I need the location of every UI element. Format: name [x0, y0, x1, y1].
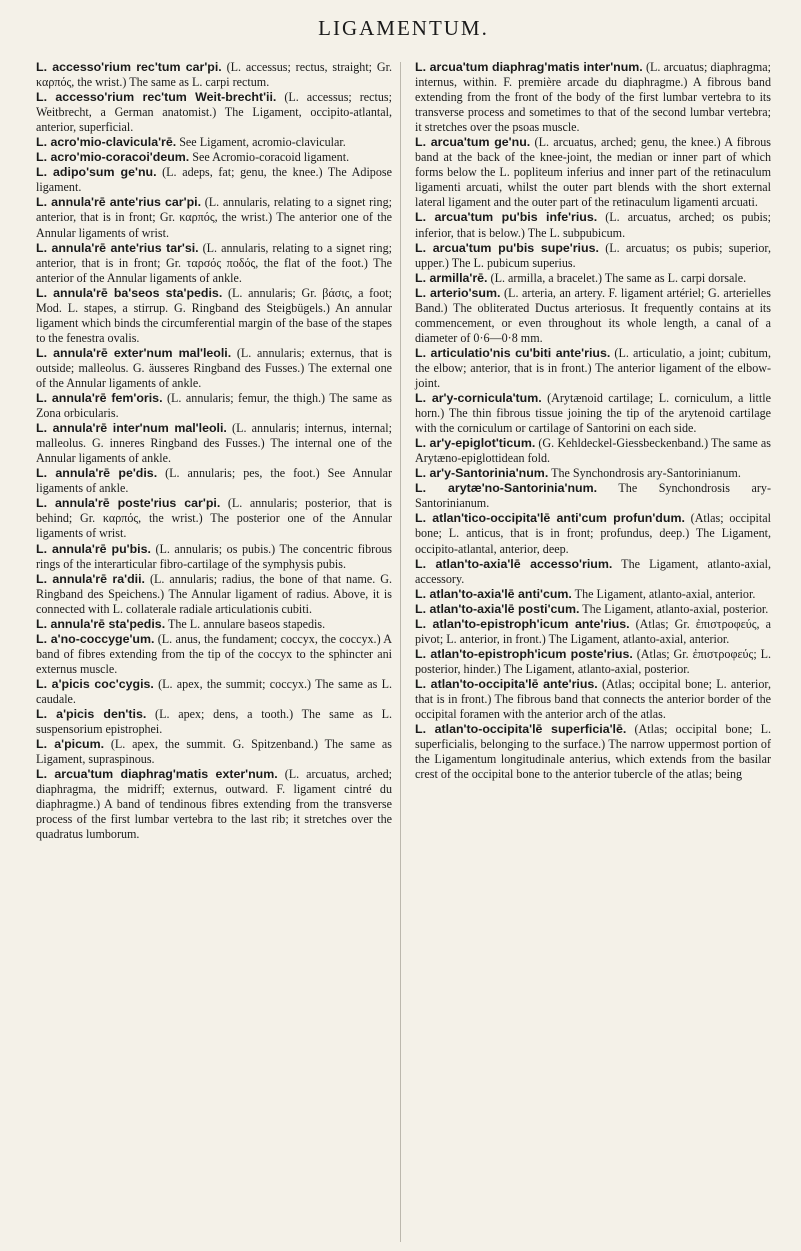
entry-headword: L. adipo'sum ge'nu.	[36, 165, 157, 180]
entry-headword: L. arterio'sum.	[415, 285, 501, 300]
dictionary-entry	[415, 647, 771, 677]
entry-headword: L. atlan'tico-occipita'lē anti'cum profun'dum.	[415, 511, 685, 526]
entry-headword: L. atlan'to-epistroph'icum ante'rius.	[415, 616, 630, 631]
dictionary-entry	[415, 602, 771, 617]
entry-definition: (L. accessus; rectus; Weitbrecht, a German anatomist.) The Ligament, occipito-atlantal, anterior, superficial.	[36, 90, 392, 135]
entry-definition: (L. arcuatus, arched; diaphragma, the midriff; externus, outward. F. ligament cintré du diaphragme.) A band of tendinous fibres extending from the transverse process of the first lumbar vertebra to the last rib; it stretches over the quadratus lumborum.	[36, 767, 392, 842]
entry-headword: L. arcua'tum diaphrag'matis exter'num.	[36, 767, 278, 782]
entry-definition: See Ligament, acromio-clavicular.	[176, 135, 346, 150]
entry-headword: L. a'picum.	[36, 737, 105, 752]
entry-definition: (L. arcuatus; diaphragma; internus, within. F. première arcade du diaphragme.) A fibrous band extending from the front of the body of the first lumbar vertebra to its transverse process and sometimes to that of the second lumbar vertebra; it stretches over the psoas muscle.	[415, 60, 772, 135]
dictionary-entry	[415, 135, 771, 210]
entry-definition: (L. annularis; internus, internal; malleolus. G. inneres Ringband des Fusses.) The internal one of the Annular ligaments of ankle.	[36, 421, 392, 466]
entry-definition: (Atlas; occipital bone; L. superficialis, belonging to the surface.) The narrow uppermost portion of the Ligamentum longitudinale anterius, which extends from the basilar crest of the occipital bone to the anterior tubercle of the atlas; being	[415, 722, 771, 782]
dictionary-entry	[36, 542, 392, 572]
dictionary-entry	[415, 466, 771, 481]
entry-definition: (Atlas; Gr. ἐπιστροφεύς, a pivot; L. anterior, in front.) The Ligament, atlanto-axial, anterior.	[415, 616, 771, 646]
entry-definition: (L. apex, the summit; coccyx.) The same as L. caudale.	[36, 676, 392, 706]
entry-headword: L. annula'rē inter'num mal'leoli.	[36, 421, 227, 436]
dictionary-entry	[36, 391, 392, 421]
entry-headword: L. acro'mio-clavicula'rē.	[36, 135, 177, 150]
dictionary-entry	[36, 496, 392, 541]
column-right	[415, 60, 771, 842]
entry-definition: (L. arcuatus; os pubis; superior, upper.) The L. pubicum superius.	[415, 240, 771, 270]
dictionary-entry	[415, 346, 771, 391]
entry-headword: L. annula'rē exter'num mal'leoli.	[36, 345, 232, 360]
entry-headword: L. atlan'to-axia'lē posti'cum.	[415, 601, 580, 616]
entry-definition: (L. annularis; radius, the bone of that name. G. Ringband des Speichens.) The Annular ligament of radius. Above, it is connected with L. collaterale radiale articulationis cubiti.	[36, 571, 392, 616]
dictionary-entry	[36, 767, 392, 842]
entry-definition: (Atlas; occipital bone; L. anterior, that is in front.) The fibrous band that connects the anterior border of the occipital foramen with the anterior arch of the atlas.	[415, 676, 772, 722]
entry-headword: L. atlan'to-occipita'lē superficia'lē.	[415, 722, 627, 737]
dictionary-entry	[415, 557, 771, 587]
entry-definition: (L. accessus; rectus, straight; Gr. καρπός, the wrist.) The same as L. carpi rectum.	[36, 60, 392, 90]
entry-definition: (L. annularis; Gr. βάσις, a foot; Mod. L. stapes, a stirrup. G. Ringband des Steigbügels.) An annular ligament which binds the circumferential margin of the base of the stapes to the fenestra ovalis.	[36, 285, 392, 345]
entry-headword: L. arcua'tum diaphrag'matis inter'num.	[415, 60, 643, 74]
dictionary-entry	[36, 241, 392, 286]
dictionary-entry	[415, 271, 771, 286]
entry-definition: The Ligament, atlanto-axial, anterior.	[571, 586, 756, 601]
entry-definition: (L. annularis; femur, the thigh.) The same as Zona orbicularis.	[36, 391, 392, 421]
dictionary-entry	[415, 481, 771, 511]
entry-headword: L. annula'rē ante'rius tar'si.	[36, 240, 199, 255]
dictionary-entry	[415, 617, 771, 647]
entry-definition: (L. arcuatus, arched; os pubis; inferior, that is below.) The L. subpubicum.	[415, 210, 771, 240]
entry-headword: L. articulatio'nis cu'biti ante'rius.	[415, 345, 611, 360]
dictionary-entry	[415, 210, 771, 240]
column-divider	[400, 62, 401, 1242]
entry-definition: The L. annulare baseos stapedis.	[165, 616, 326, 631]
entry-definition: (L. apex; dens, a tooth.) The same as L. suspensorium epistrophei.	[36, 707, 392, 737]
dictionary-entry	[36, 60, 392, 90]
entry-headword: L. annula'rē ba'seos sta'pedis.	[36, 285, 223, 300]
entry-definition: The Synchondrosis ary-Santorinianum.	[548, 466, 741, 481]
entry-headword: L. accesso'rium rec'tum Weit-brecht'ii.	[36, 90, 277, 105]
dictionary-entry	[36, 150, 392, 165]
entry-definition: (L. adeps, fat; genu, the knee.) The Adipose ligament.	[36, 165, 392, 195]
entry-headword: L. a'picis coc'cygis.	[36, 676, 154, 691]
entry-headword: L. arytæ'no-Santorinia'num.	[415, 481, 598, 496]
dictionary-entry	[36, 286, 392, 346]
entry-definition: (L. apex, the summit. G. Spitzenband.) The same as Ligament, supraspinous.	[36, 737, 392, 767]
entry-definition: The Synchondrosis ary-Santorinianum.	[415, 481, 771, 511]
entry-definition: (L. annularis; pes, the foot.) See Annular ligaments of ankle.	[36, 466, 392, 496]
entry-definition: (L. arcuatus, arched; genu, the knee.) A fibrous band at the back of the knee-joint, the median or inner part of which forms below the L. popliteum inferius and inner part of the retinaculum ligamenti arcuati, whilst the outer part blends with the short external lateral ligament and the outer part of the retinaculum ligamenti arcuati.	[415, 135, 772, 210]
columns	[36, 60, 771, 842]
dictionary-entry	[36, 677, 392, 707]
entry-headword: L. annula'rē ante'rius car'pi.	[36, 195, 202, 210]
dictionary-entry	[36, 572, 392, 617]
dictionary-entry	[36, 632, 392, 677]
entry-definition: (L. annularis, relating to a signet ring; anterior, that is in front; Gr. καρπός, the wrist.) The anterior one of the Annular ligaments of wrist.	[36, 195, 392, 240]
dictionary-entry	[415, 241, 771, 271]
dictionary-entry	[36, 707, 392, 737]
entry-headword: L. accesso'rium rec'tum car'pi.	[36, 60, 222, 74]
entry-definition: See Acromio-coracoid ligament.	[189, 150, 350, 165]
entry-headword: L. arcua'tum pu'bis supe'rius.	[415, 240, 599, 255]
dictionary-entry	[415, 722, 771, 782]
entry-definition: (L. annularis; posterior, that is behind; Gr. καρπός, the wrist.) The posterior one of the Annular ligaments of wrist.	[36, 496, 392, 541]
dictionary-entry	[415, 511, 771, 556]
dictionary-entry	[36, 135, 392, 150]
dictionary-entry	[36, 90, 392, 135]
dictionary-entry	[415, 391, 771, 436]
entry-definition: (L. annularis; os pubis.) The concentric fibrous rings of the interarticular fibro-cartilage of the symphysis pubis.	[36, 541, 392, 571]
dictionary-entry	[415, 286, 771, 346]
entry-headword: L. arcua'tum ge'nu.	[415, 135, 531, 150]
entry-headword: L. arcua'tum pu'bis infe'rius.	[415, 210, 598, 225]
entry-headword: L. ar'y-Santorinia'num.	[415, 466, 549, 481]
entry-definition: (Atlas; occipital bone; L. anticus, that is in front; profundus, deep.) The Ligament, occipito-atlantal, anterior, deep.	[415, 511, 771, 556]
dictionary-entry	[415, 60, 771, 135]
entry-headword: L. a'no-coccyge'um.	[36, 631, 155, 646]
dictionary-entry	[36, 195, 392, 240]
entry-headword: L. annula'rē fem'oris.	[36, 391, 163, 406]
dictionary-entry	[36, 617, 392, 632]
entry-definition: (L. annularis; externus, that is outside; malleolus. G. äusseres Ringband des Fusses.) The external one of the Annular ligaments of ankle.	[36, 345, 392, 390]
entry-headword: L. annula'rē pu'bis.	[36, 541, 151, 556]
column-left	[36, 60, 392, 842]
entry-definition: The Ligament, atlanto-axial, accessory.	[415, 556, 772, 586]
entry-definition: (L. annularis, relating to a signet ring; anterior, that is in front; Gr. ταρσός ποδός, the flat of the foot.) The anterior of the Annular ligaments of ankle.	[36, 240, 392, 285]
entry-definition: The Ligament, atlanto-axial, posterior.	[579, 601, 769, 616]
entry-headword: L. armilla'rē.	[415, 270, 488, 285]
entry-definition: (G. Kehldeckel-Giessbeckenband.) The same as Arytæno-epiglottidean fold.	[415, 436, 771, 466]
entry-headword: L. atlan'to-axia'lē accesso'rium.	[415, 556, 613, 571]
entry-definition: (Atlas; Gr. ἐπιστροφεύς; L. posterior, hinder.) The Ligament, atlanto-axial, posterior.	[415, 646, 771, 676]
entry-headword: L. acro'mio-coracoi'deum.	[36, 150, 190, 165]
entry-headword: L. atlan'to-axia'lē anti'cum.	[415, 586, 572, 601]
entry-definition: (Arytænoid cartilage; L. corniculum, a little horn.) The thin fibrous tissue joining the tip of the arytenoid cartilage with the corniculum or cartilage of Santorini on each side.	[415, 391, 771, 436]
dictionary-entry	[36, 466, 392, 496]
entry-headword: L. annula'rē poste'rius car'pi.	[36, 496, 221, 511]
entry-headword: L. ar'y-epiglot'ticum.	[415, 436, 536, 451]
dictionary-entry	[36, 165, 392, 195]
dictionary-entry	[36, 421, 392, 466]
entry-definition: (L. anus, the fundament; coccyx, the coccyx.) A band of fibres extending from the tip of the coccyx to the sphincter ani externus muscle.	[36, 631, 392, 676]
entry-headword: L. atlan'to-occipita'lē ante'rius.	[415, 676, 598, 691]
dictionary-entry	[36, 737, 392, 767]
dictionary-entry	[415, 436, 771, 466]
entry-headword: L. atlan'to-epistroph'icum poste'rius.	[415, 646, 633, 661]
running-head: LIGAMENTUM.	[318, 16, 489, 40]
entry-definition: (L. articulatio, a joint; cubitum, the elbow; anterior, that is in front.) The anterior ligament of the elbow-joint.	[415, 345, 771, 390]
entry-headword: L. ar'y-cornicula'tum.	[415, 391, 542, 406]
dictionary-entry	[415, 677, 771, 722]
dictionary-entry	[36, 346, 392, 391]
entry-headword: L. annula'rē pe'dis.	[36, 466, 158, 481]
dictionary-entry	[415, 587, 771, 602]
entry-headword: L. annula'rē ra'dii.	[36, 571, 145, 586]
entry-headword: L. annula'rē sta'pedis.	[36, 616, 166, 631]
entry-definition: (L. arteria, an artery. F. ligament artériel; G. arterielles Band.) The obliterated Ductus arteriosus. It frequently contains at its commencement, or even throughout its whole length, a canal of a diameter of 0·6—0·8 mm.	[415, 285, 771, 345]
entry-headword: L. a'picis den'tis.	[36, 707, 147, 722]
entry-definition: (L. armilla, a bracelet.) The same as L. carpi dorsale.	[487, 270, 747, 285]
